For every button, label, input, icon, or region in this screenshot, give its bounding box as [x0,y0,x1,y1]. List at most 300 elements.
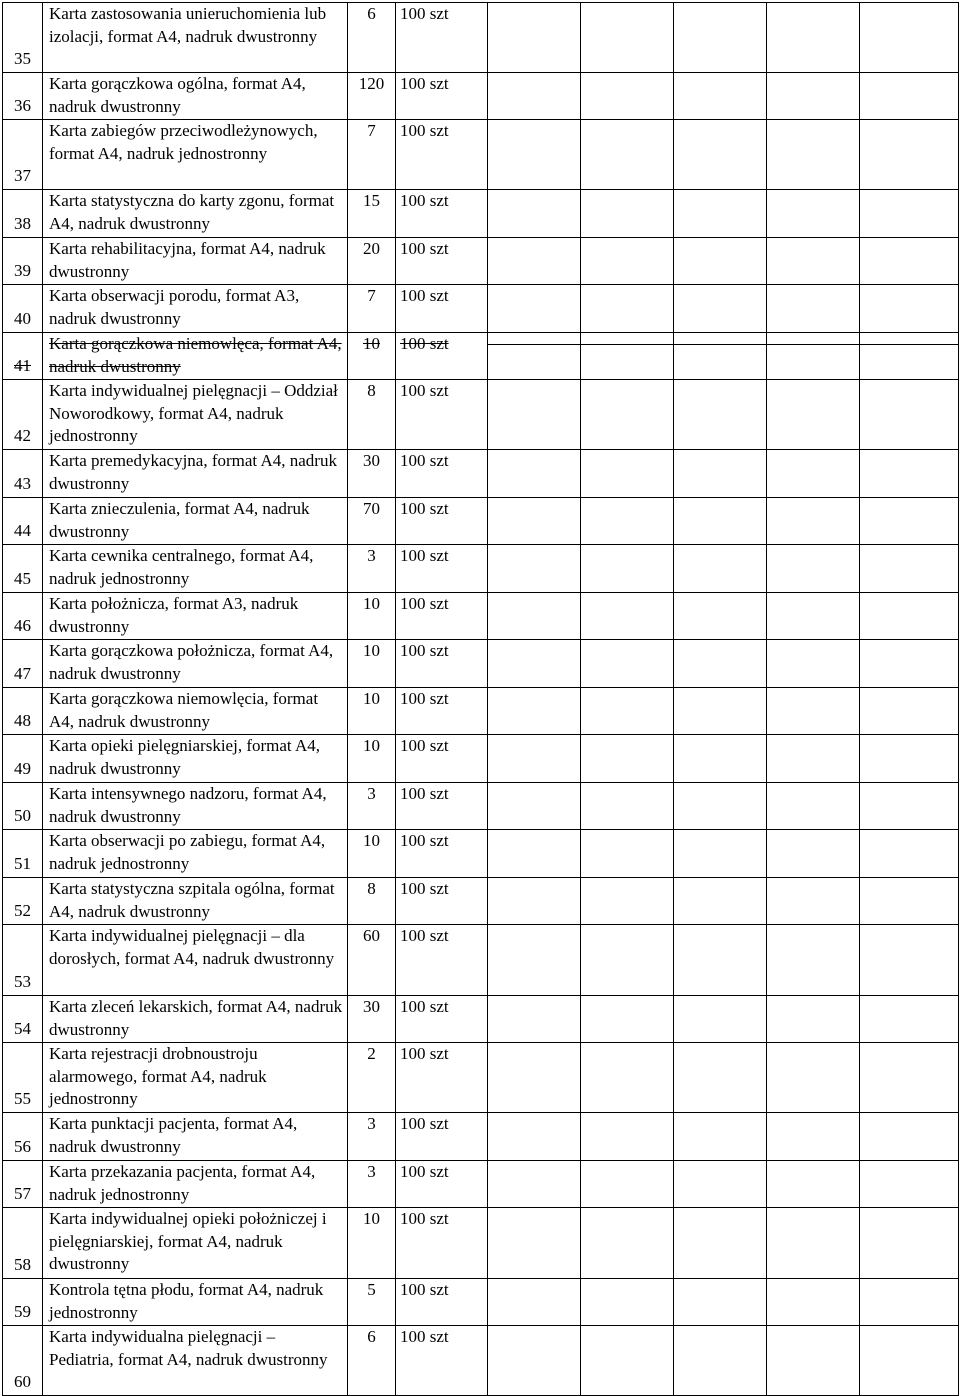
empty-cell-3 [674,830,767,878]
item-quantity-text: 120 [358,74,385,93]
item-unit-text: 100 szt [400,451,449,470]
table-row [3,380,959,450]
empty-cell-4 [767,783,860,830]
item-name-text: Karta statystyczna do karty zgonu, format A4, nadruk dwustronny [49,191,335,233]
item-unit-text: 100 szt [400,641,449,660]
empty-cell-3 [674,285,767,333]
item-name-text: Kontrola tętna płodu, format A4, nadruk jednostronny [49,1280,324,1322]
item-unit [396,735,488,783]
strike-line [767,344,859,345]
empty-cell-2 [581,925,674,996]
item-quantity-text: 30 [363,451,380,470]
empty-cell-4 [767,73,860,120]
empty-cell-4 [767,238,860,285]
item-unit-text: 100 szt [400,1209,449,1228]
item-unit [396,688,488,735]
item-quantity-text: 6 [367,4,376,23]
item-name [43,450,348,498]
empty-cell-3 [674,996,767,1043]
empty-cell-3 [674,783,767,830]
item-unit [396,545,488,593]
item-name [43,1113,348,1161]
empty-cell-4 [767,878,860,925]
item-unit-text: 100 szt [400,926,449,945]
item-name [43,1326,348,1396]
table-row [3,878,959,925]
item-name-text: Karta zabiegów przeciwodleżynowych, format A4, nadruk jednostronny [49,121,318,163]
empty-cell-3 [674,498,767,545]
empty-cell-3 [674,1113,767,1161]
item-quantity-text: 70 [363,499,380,518]
empty-cell-1 [488,878,581,925]
row-number-text: 38 [14,214,31,234]
table-row [3,1208,959,1279]
empty-cell-4 [767,450,860,498]
empty-cell-5 [860,3,959,73]
item-name-text: Karta gorączkowa niemowlęca, format A4, nadruk dwustronny [49,334,342,376]
item-unit-text: 100 szt [400,191,449,210]
empty-cell-1 [488,996,581,1043]
empty-cell-1 [488,735,581,783]
item-quantity [348,545,396,593]
row-number-text: 47 [14,664,31,684]
item-unit-text: 100 szt [400,736,449,755]
empty-cell-1 [488,73,581,120]
empty-cell-5 [860,333,959,380]
empty-cell-2 [581,1208,674,1279]
item-quantity-text: 10 [363,641,380,660]
row-number [3,735,43,783]
item-name-text: Karta położnicza, format A3, nadruk dwustronny [49,594,299,636]
row-number-text: 39 [14,261,31,281]
empty-cell-3 [674,1326,767,1396]
item-quantity [348,333,396,380]
empty-cell-5 [860,1113,959,1161]
empty-cell-3 [674,333,767,380]
row-number-text: 55 [14,1089,31,1109]
item-unit-text: 100 szt [400,334,449,353]
empty-cell-3 [674,238,767,285]
item-name-text: Karta cewnika centralnego, format A4, nadruk jednostronny [49,546,314,588]
item-quantity-text: 10 [363,594,380,613]
item-name [43,688,348,735]
empty-cell-3 [674,925,767,996]
empty-cell-2 [581,333,674,380]
item-unit-text: 100 szt [400,1162,449,1181]
empty-cell-5 [860,640,959,688]
empty-cell-1 [488,688,581,735]
empty-cell-1 [488,593,581,640]
row-number [3,73,43,120]
empty-cell-5 [860,545,959,593]
item-name [43,925,348,996]
item-name-text: Karta przekazania pacjenta, format A4, nadruk jednostronny [49,1162,316,1204]
empty-cell-5 [860,735,959,783]
empty-cell-5 [860,1208,959,1279]
table-row [3,925,959,996]
row-number-text: 37 [14,166,31,186]
row-number-text: 58 [14,1255,31,1275]
item-quantity [348,1279,396,1326]
item-name-text: Karta zastosowania unieruchomienia lub izolacji, format A4, nadruk dwustronny [49,4,327,46]
item-unit-text: 100 szt [400,831,449,850]
items-table [2,2,959,1396]
empty-cell-5 [860,1043,959,1113]
row-number [3,238,43,285]
table-row [3,1326,959,1396]
row-number-text: 45 [14,569,31,589]
item-name-text: Karta rejestracji drobnoustroju alarmowego, format A4, nadruk jednostronny [49,1044,267,1109]
item-name [43,545,348,593]
item-name-text: Karta znieczulenia, format A4, nadruk dwustronny [49,499,310,541]
item-name [43,1279,348,1326]
empty-cell-3 [674,73,767,120]
item-unit-text: 100 szt [400,997,449,1016]
item-quantity [348,238,396,285]
item-name-text: Karta obserwacji po zabiegu, format A4, nadruk jednostronny [49,831,326,873]
empty-cell-3 [674,640,767,688]
empty-cell-1 [488,640,581,688]
item-name-text: Karta indywidualnej opieki położniczej i pielęgniarskiej, format A4, nadruk dwustronny [49,1209,327,1274]
empty-cell-3 [674,450,767,498]
row-number [3,1326,43,1396]
item-name [43,333,348,380]
item-unit [396,1043,488,1113]
empty-cell-1 [488,380,581,450]
item-quantity [348,1113,396,1161]
item-name [43,593,348,640]
row-number-text: 48 [14,711,31,731]
item-quantity-text: 5 [367,1280,376,1299]
item-quantity-text: 3 [367,546,376,565]
item-quantity-text: 7 [367,121,376,140]
empty-cell-2 [581,1161,674,1208]
empty-cell-1 [488,1161,581,1208]
row-number-text: 41 [14,356,31,376]
row-number [3,190,43,238]
empty-cell-1 [488,333,581,380]
empty-cell-4 [767,830,860,878]
item-quantity-text: 10 [363,831,380,850]
row-number [3,120,43,190]
empty-cell-2 [581,640,674,688]
row-number [3,285,43,333]
item-quantity-text: 10 [363,1209,380,1228]
item-unit-text: 100 szt [400,879,449,898]
item-name-text: Karta gorączkowa niemowlęcia, format A4, nadruk dwustronny [49,689,319,731]
empty-cell-2 [581,1113,674,1161]
item-quantity [348,73,396,120]
item-name [43,73,348,120]
empty-cell-2 [581,120,674,190]
item-name [43,830,348,878]
empty-cell-3 [674,1279,767,1326]
item-unit-text: 100 szt [400,4,449,23]
item-unit [396,285,488,333]
item-quantity [348,380,396,450]
empty-cell-3 [674,878,767,925]
row-number-text: 36 [14,96,31,116]
item-name [43,783,348,830]
table-row [3,1279,959,1326]
empty-cell-3 [674,190,767,238]
item-unit [396,925,488,996]
empty-cell-5 [860,73,959,120]
table-row [3,120,959,190]
empty-cell-1 [488,3,581,73]
item-quantity-text: 20 [363,239,380,258]
item-unit [396,1113,488,1161]
empty-cell-5 [860,783,959,830]
item-unit [396,593,488,640]
row-number-text: 44 [14,521,31,541]
empty-cell-1 [488,450,581,498]
empty-cell-2 [581,783,674,830]
row-number [3,380,43,450]
empty-cell-3 [674,1161,767,1208]
item-unit-text: 100 szt [400,1044,449,1063]
empty-cell-5 [860,380,959,450]
item-quantity [348,1161,396,1208]
empty-cell-2 [581,73,674,120]
row-number-text: 57 [14,1184,31,1204]
item-quantity [348,640,396,688]
empty-cell-4 [767,380,860,450]
empty-cell-1 [488,1208,581,1279]
item-quantity [348,1208,396,1279]
empty-cell-2 [581,1043,674,1113]
item-quantity-text: 3 [367,1162,376,1181]
empty-cell-5 [860,450,959,498]
row-number [3,1113,43,1161]
item-quantity-text: 10 [363,736,380,755]
empty-cell-4 [767,3,860,73]
row-number-text: 35 [14,49,31,69]
empty-cell-2 [581,1326,674,1396]
item-unit-text: 100 szt [400,546,449,565]
row-number [3,1208,43,1279]
item-quantity-text: 8 [367,381,376,400]
empty-cell-4 [767,593,860,640]
row-number-text: 49 [14,759,31,779]
item-name-text: Karta zleceń lekarskich, format A4, nadruk dwustronny [49,997,343,1039]
item-quantity-text: 6 [367,1327,376,1346]
item-name-text: Karta rehabilitacyjna, format A4, nadruk dwustronny [49,239,326,281]
empty-cell-4 [767,640,860,688]
item-quantity [348,1326,396,1396]
item-name [43,996,348,1043]
item-unit-text: 100 szt [400,74,449,93]
item-quantity [348,1043,396,1113]
item-name-text: Karta premedykacyjna, format A4, nadruk dwustronny [49,451,337,493]
table-row [3,285,959,333]
item-name [43,1161,348,1208]
row-number [3,830,43,878]
empty-cell-2 [581,830,674,878]
item-unit [396,498,488,545]
row-number [3,640,43,688]
empty-cell-1 [488,1279,581,1326]
empty-cell-1 [488,830,581,878]
item-name [43,640,348,688]
item-unit [396,450,488,498]
empty-cell-1 [488,1043,581,1113]
empty-cell-4 [767,925,860,996]
item-name [43,1208,348,1279]
empty-cell-5 [860,120,959,190]
item-unit-text: 100 szt [400,381,449,400]
item-quantity [348,593,396,640]
table-row [3,783,959,830]
empty-cell-2 [581,498,674,545]
empty-cell-4 [767,735,860,783]
empty-cell-3 [674,688,767,735]
empty-cell-5 [860,1279,959,1326]
item-unit-text: 100 szt [400,121,449,140]
empty-cell-2 [581,380,674,450]
item-unit-text: 100 szt [400,499,449,518]
empty-cell-4 [767,545,860,593]
row-number [3,925,43,996]
table-row [3,545,959,593]
empty-cell-4 [767,498,860,545]
item-unit [396,1279,488,1326]
item-name-text: Karta indywidualnej pielęgnacji – dla dorosłych, format A4, nadruk dwustronny [49,926,335,968]
empty-cell-4 [767,333,860,380]
item-name [43,878,348,925]
item-quantity-text: 3 [367,1114,376,1133]
empty-cell-3 [674,735,767,783]
strike-line [860,344,958,345]
table-row [3,688,959,735]
empty-cell-5 [860,285,959,333]
item-unit [396,190,488,238]
empty-cell-3 [674,1208,767,1279]
table-row [3,498,959,545]
item-unit-text: 100 szt [400,1280,449,1299]
item-unit-text: 100 szt [400,689,449,708]
item-unit-text: 100 szt [400,239,449,258]
row-number [3,688,43,735]
empty-cell-1 [488,285,581,333]
empty-cell-2 [581,238,674,285]
empty-cell-4 [767,1161,860,1208]
item-quantity [348,878,396,925]
item-unit [396,120,488,190]
item-unit-text: 100 szt [400,1114,449,1133]
table-row [3,1043,959,1113]
empty-cell-2 [581,593,674,640]
empty-cell-1 [488,925,581,996]
empty-cell-1 [488,1326,581,1396]
item-unit [396,3,488,73]
item-quantity-text: 30 [363,997,380,1016]
item-quantity [348,3,396,73]
item-quantity [348,190,396,238]
item-quantity [348,735,396,783]
empty-cell-4 [767,120,860,190]
row-number-text: 46 [14,616,31,636]
item-quantity [348,498,396,545]
item-unit [396,640,488,688]
item-quantity [348,285,396,333]
empty-cell-5 [860,996,959,1043]
empty-cell-4 [767,1279,860,1326]
row-number-text: 40 [14,309,31,329]
table-row [3,830,959,878]
item-name [43,498,348,545]
empty-cell-3 [674,3,767,73]
item-name [43,238,348,285]
item-quantity [348,120,396,190]
empty-cell-3 [674,1043,767,1113]
table-row [3,640,959,688]
item-quantity-text: 60 [363,926,380,945]
row-number [3,1279,43,1326]
empty-cell-4 [767,688,860,735]
item-unit [396,380,488,450]
item-unit [396,238,488,285]
item-name-text: Karta statystyczna szpitala ogólna, format A4, nadruk dwustronny [49,879,335,921]
empty-cell-1 [488,120,581,190]
table-row [3,593,959,640]
item-unit [396,783,488,830]
row-number-text: 60 [14,1372,31,1392]
empty-cell-2 [581,1279,674,1326]
item-quantity [348,830,396,878]
item-unit [396,1208,488,1279]
empty-cell-5 [860,830,959,878]
table-row [3,333,959,380]
row-number [3,3,43,73]
empty-cell-2 [581,996,674,1043]
item-name-text: Karta gorączkowa położnicza, format A4, nadruk dwustronny [49,641,334,683]
item-name [43,380,348,450]
empty-cell-1 [488,190,581,238]
row-number [3,783,43,830]
row-number [3,878,43,925]
item-unit [396,878,488,925]
empty-cell-4 [767,1113,860,1161]
empty-cell-5 [860,688,959,735]
item-unit [396,996,488,1043]
item-quantity-text: 2 [367,1044,376,1063]
empty-cell-1 [488,1113,581,1161]
row-number [3,996,43,1043]
row-number-text: 54 [14,1019,31,1039]
row-number-text: 52 [14,901,31,921]
item-unit-text: 100 szt [400,286,449,305]
empty-cell-4 [767,190,860,238]
item-name-text: Karta punktacji pacjenta, format A4, nadruk dwustronny [49,1114,298,1156]
empty-cell-4 [767,1208,860,1279]
item-name-text: Karta intensywnego nadzoru, format A4, nadruk dwustronny [49,784,327,826]
item-quantity [348,450,396,498]
item-name [43,3,348,73]
table-body [3,3,959,1396]
strike-line [581,344,673,345]
row-number [3,593,43,640]
empty-cell-2 [581,735,674,783]
item-unit-text: 100 szt [400,1327,449,1346]
table-row [3,735,959,783]
row-number [3,498,43,545]
item-name-text: Karta gorączkowa ogólna, format A4, nadruk dwustronny [49,74,306,116]
empty-cell-5 [860,1161,959,1208]
empty-cell-5 [860,1326,959,1396]
table-row [3,3,959,73]
row-number [3,1161,43,1208]
